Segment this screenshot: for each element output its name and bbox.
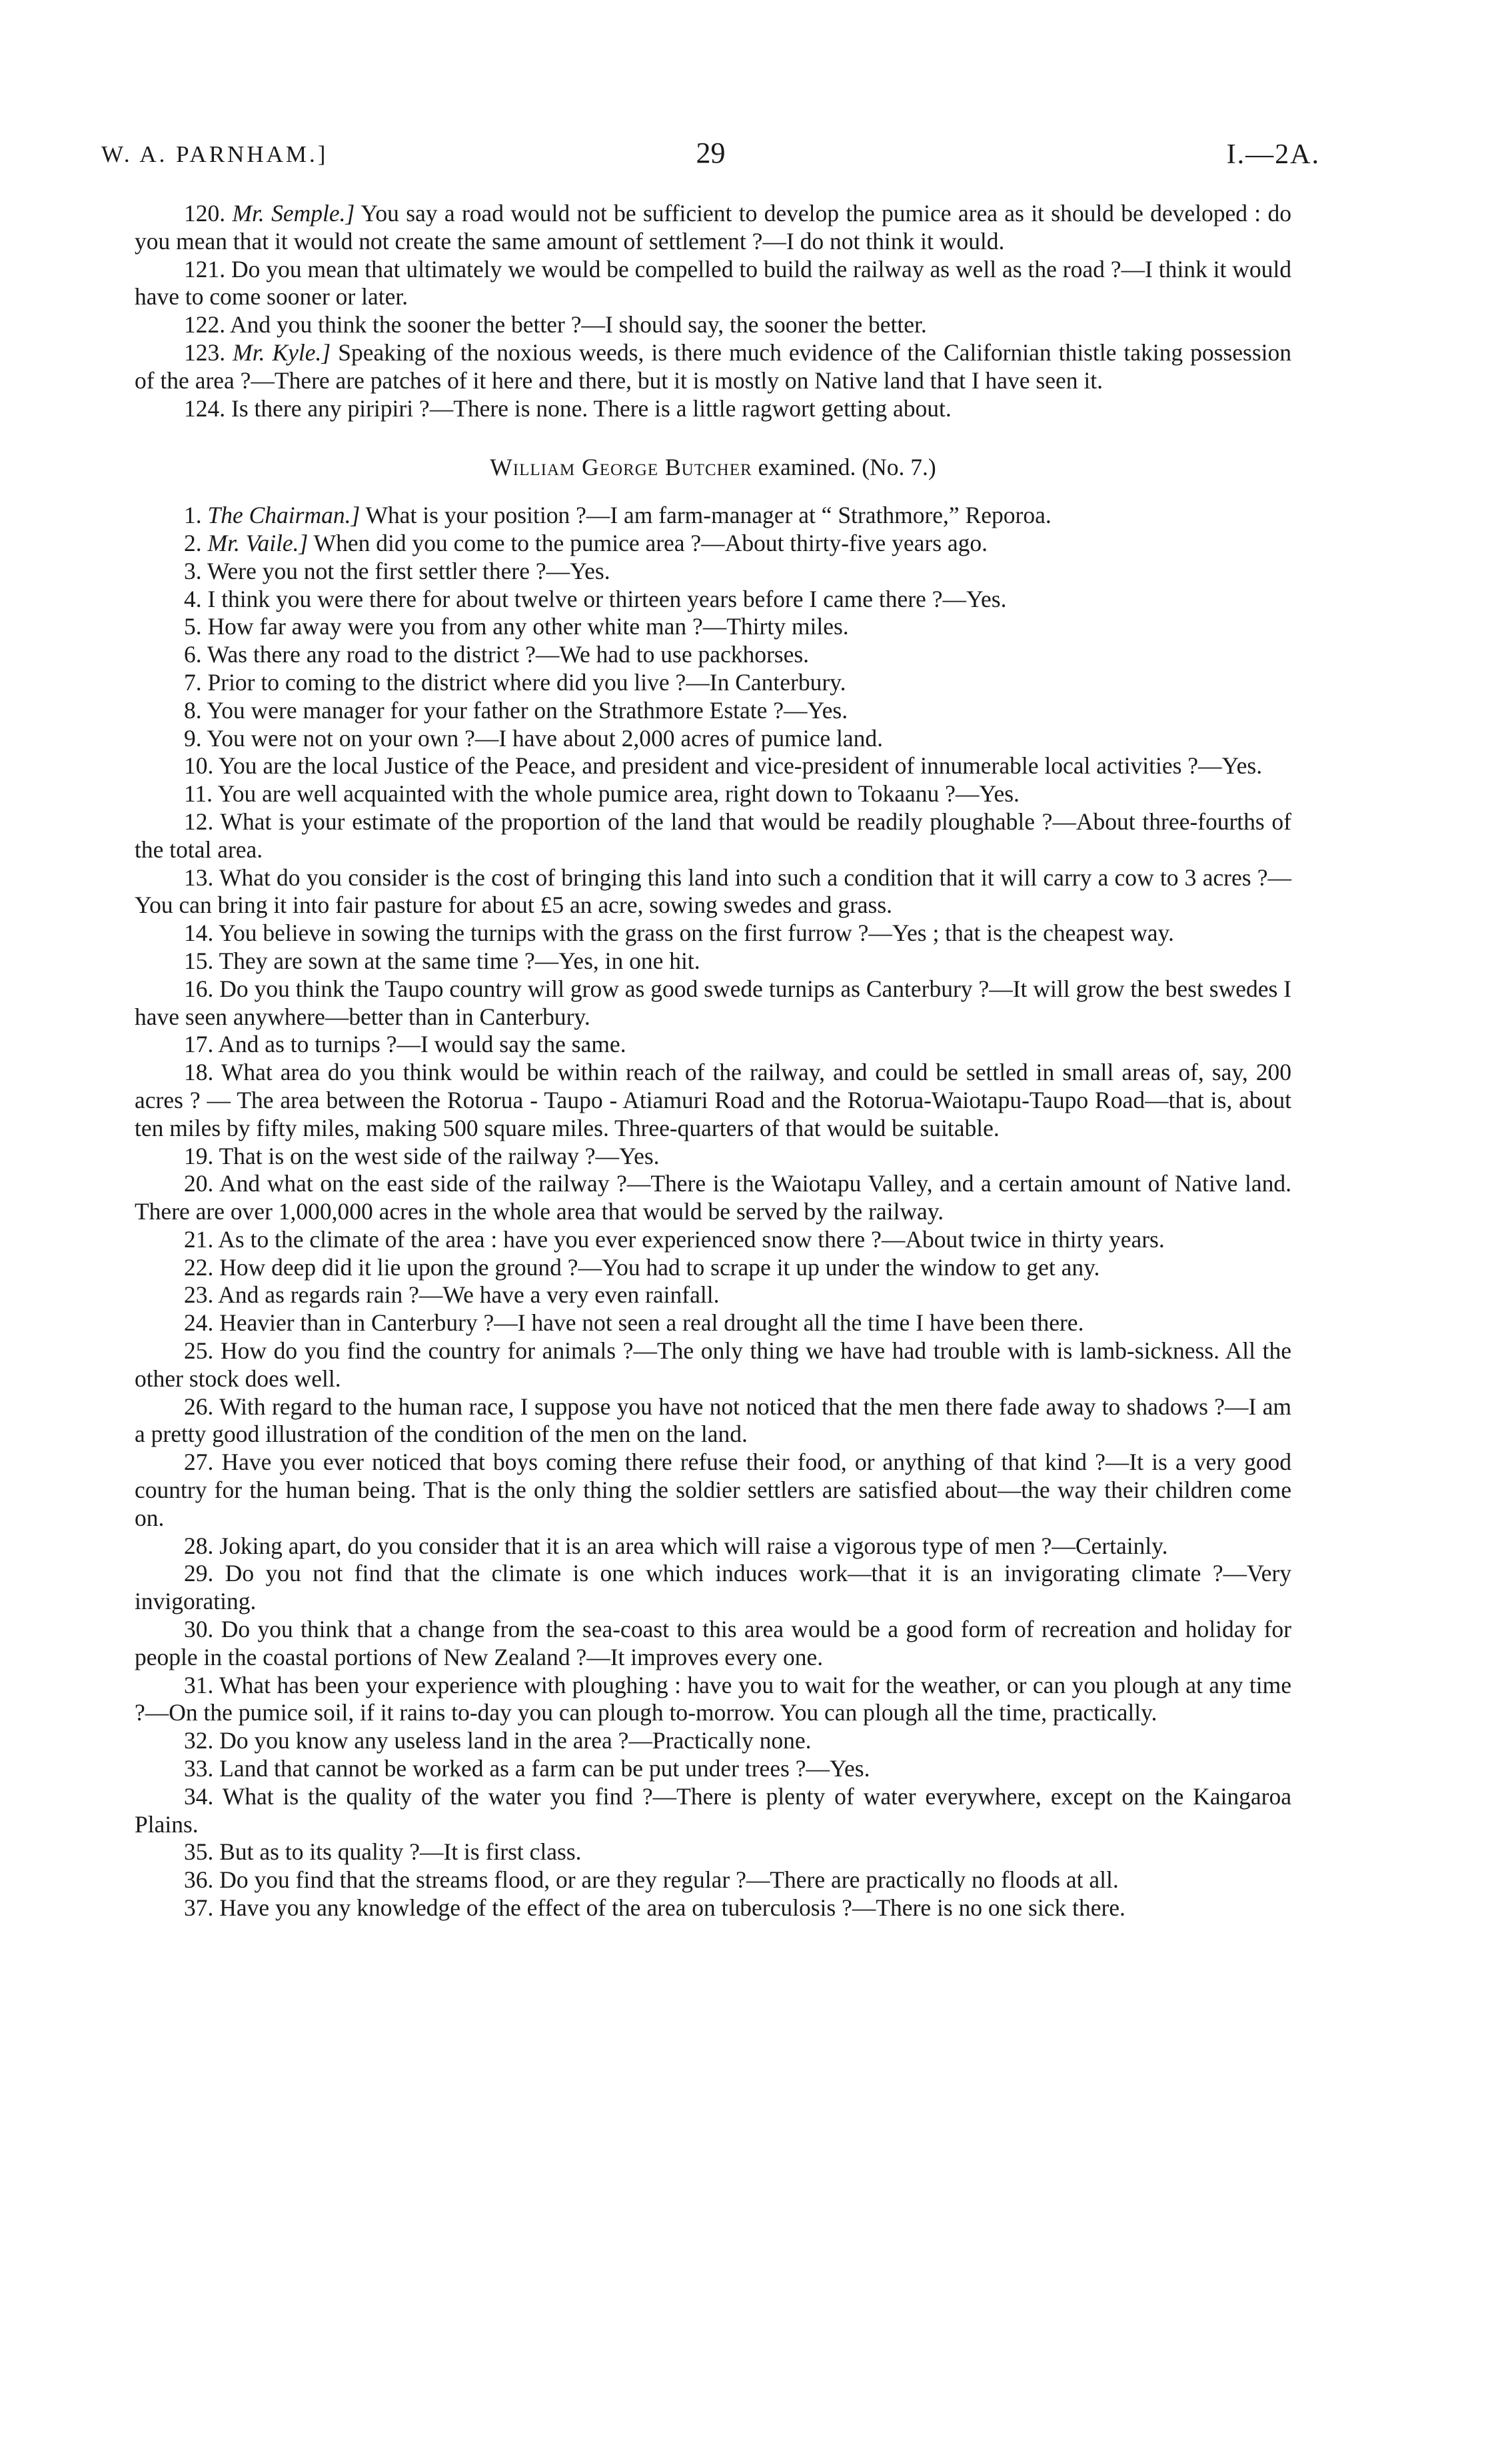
question-answer-text: And as regards rain ?—We have a very even rainfall. [218, 1281, 720, 1309]
question-answer-paragraph [135, 947, 1291, 975]
question-number: 13. [184, 864, 214, 891]
question-answer-paragraph [135, 1337, 1291, 1393]
testimony-butcher [135, 502, 1291, 1922]
question-answer-paragraph [135, 502, 1291, 530]
question-answer-paragraph [135, 725, 1291, 753]
question-answer-text: Prior to coming to the district where did you live ?—In Canterbury. [207, 668, 846, 696]
question-number: 16. [184, 975, 214, 1002]
question-number: 5. [184, 613, 202, 640]
question-answer-paragraph [135, 780, 1291, 808]
question-answer-paragraph [135, 1059, 1291, 1142]
section-label: examined. (No. 7.) [752, 454, 936, 481]
question-answer-text: But as to its quality ?—It is first class. [219, 1838, 582, 1866]
question-number: 23. [184, 1281, 214, 1309]
question-answer-text: Have you any knowledge of the effect of the area on tuberculosis ?—There is no one sick there. [219, 1894, 1125, 1922]
question-answer-text: When did you come to the pumice area ?—About thirty-five years ago. [308, 529, 988, 556]
testimony-continued [135, 200, 1291, 422]
question-answer-text: Heavier than in Canterbury ?—I have not seen a real drought all the time I have been there. [219, 1309, 1084, 1337]
question-answer-text: What do you consider is the cost of bringing this land into such a condition that it will carry a cow to 3 acres ?—You can bring it into fair pasture for about £5 an acre, sowing swedes and grass. [135, 864, 1292, 919]
question-number: 24. [184, 1309, 214, 1337]
question-number: 37. [184, 1894, 214, 1922]
question-answer-paragraph [135, 1143, 1291, 1171]
question-number: 34. [184, 1782, 214, 1810]
speaker-name: Mr. Kyle.] [233, 338, 331, 366]
document-reference: I.—2A. [1226, 139, 1320, 170]
page-header [101, 137, 1320, 181]
question-number: 22. [184, 1253, 214, 1281]
question-number: 121. [184, 255, 226, 283]
question-answer-paragraph [135, 1616, 1291, 1672]
witness-name: William George Butcher [490, 454, 752, 481]
question-answer-paragraph [135, 200, 1291, 256]
question-answer-text: Do you not find that the climate is one which induces work—that it is an invigorating climate ?—Very invigorating. [135, 1560, 1291, 1615]
question-answer-paragraph [135, 1031, 1291, 1059]
question-number: 31. [184, 1671, 214, 1698]
question-answer-paragraph [135, 558, 1291, 586]
question-answer-paragraph [135, 752, 1291, 780]
question-answer-paragraph [135, 1755, 1291, 1783]
question-number: 12. [184, 808, 214, 835]
question-number: 15. [184, 947, 214, 974]
question-answer-text: You believe in sowing the turnips with the grass on the first furrow ?—Yes ; that is the cheapest way. [218, 920, 1174, 947]
question-answer-text: What is your position ?—I am farm-manager at “ Strathmore,” Reporoa. [360, 502, 1052, 529]
question-answer-text: Joking apart, do you consider that it is an area which will raise a vigorous type of men ?—Certainly. [219, 1532, 1168, 1559]
question-answer-paragraph [135, 1783, 1291, 1839]
question-answer-paragraph [135, 395, 1291, 423]
question-answer-paragraph [135, 1254, 1291, 1282]
speaker-name: Mr. Semple.] [232, 200, 355, 227]
question-answer-text: With regard to the human race, I suppose you have not noticed that the men there fade away to shadows ?—I am a pretty good illustration of the condition of the men on the land. [135, 1393, 1291, 1448]
question-answer-text: Was there any road to the district ?—We had to use packhorses. [207, 641, 810, 668]
question-answer-text: How do you find the country for animals ?—The only thing we have had trouble with is lamb-sickness. All the other stock does well. [135, 1337, 1292, 1392]
question-number: 11. [184, 780, 213, 808]
question-number: 19. [184, 1142, 214, 1169]
question-number: 8. [184, 696, 202, 724]
question-answer-text: As to the climate of the area : have you ever experienced snow there ?—About twice in thirty years. [218, 1225, 1165, 1253]
question-number: 18. [184, 1059, 214, 1086]
question-answer-paragraph [135, 641, 1291, 669]
question-answer-text: I think you were there for about twelve or thirteen years before I came there ?—Yes. [207, 585, 1007, 612]
question-answer-text: What is your estimate of the proportion of the land that would be readily ploughable ?—About three-fourths of the total area. [135, 808, 1292, 863]
question-number: 1. [184, 502, 202, 529]
page-number: 29 [696, 137, 726, 169]
body-text [135, 200, 1291, 1922]
question-answer-text: Were you not the first settler there ?—Yes. [207, 557, 610, 584]
question-answer-paragraph [135, 256, 1291, 312]
question-number: 10. [184, 752, 214, 780]
question-answer-paragraph [135, 1672, 1291, 1728]
question-answer-text: Do you think that a change from the sea-coast to this area would be a good form of recreation and holiday for people in the coastal portions of New Zealand ?—It improves every one. [135, 1616, 1291, 1670]
question-number: 9. [184, 724, 202, 752]
question-answer-text: You say a road would not be sufficient to develop the pumice area as it should be developed : do you mean that it would not create the same amount of settlement ?—I do not think it would. [135, 200, 1291, 255]
question-number: 27. [184, 1449, 214, 1476]
question-answer-text: What is the quality of the water you find ?—There is plenty of water everywhere, except on the Kaingaroa Plains. [135, 1782, 1292, 1838]
question-number: 29. [184, 1560, 214, 1587]
question-number: 30. [184, 1616, 214, 1643]
question-answer-paragraph [135, 920, 1291, 947]
question-answer-text: You were manager for your father on the Strathmore Estate ?—Yes. [207, 696, 848, 724]
question-number: 122. [184, 311, 226, 338]
question-answer-text: Is there any piripiri ?—There is none. There is a little ragwort getting about. [231, 394, 952, 422]
question-answer-paragraph [135, 1560, 1291, 1616]
question-answer-paragraph [135, 1894, 1291, 1922]
question-number: 4. [184, 585, 202, 612]
question-answer-text: How deep did it lie upon the ground ?—You had to scrape it up under the window to get any. [219, 1253, 1100, 1281]
question-answer-paragraph [135, 1309, 1291, 1337]
question-number: 120. [184, 200, 226, 227]
question-number: 124. [184, 394, 226, 422]
question-number: 2. [184, 529, 202, 556]
question-answer-paragraph [135, 1170, 1291, 1226]
question-answer-paragraph [135, 1533, 1291, 1560]
question-answer-text: You were not on your own ?—I have about 2,000 acres of pumice land. [207, 724, 883, 752]
question-number: 25. [184, 1337, 214, 1365]
question-answer-paragraph [135, 1838, 1291, 1866]
question-answer-text: And as to turnips ?—I would say the same. [218, 1031, 626, 1058]
question-answer-text: Do you find that the streams flood, or are they regular ?—There are practically no floods at all. [219, 1866, 1119, 1894]
question-number: 35. [184, 1838, 214, 1866]
question-answer-text: Do you mean that ultimately we would be compelled to build the railway as well as the road ?—I think it would have to come sooner or later. [135, 255, 1291, 310]
question-answer-text: What area do you think would be within reach of the railway, and could be settled in small areas of, say, 200 acres ? — The area between the Rotorua - Taupo - Atiamuri Road and the Rotorua-Waiotapu-Taupo Road—that is, about ten miles by fifty miles, making 500 square miles. Three-quarters of that would be suitable. [135, 1059, 1292, 1141]
question-number: 32. [184, 1727, 214, 1754]
speaker-name: Mr. Vaile.] [207, 529, 309, 556]
question-number: 6. [184, 641, 202, 668]
question-number: 14. [184, 920, 214, 947]
question-answer-text: Speaking of the noxious weeds, is there much evidence of the Californian thistle taking possession of the area ?—There are patches of it here and there, but it is mostly on Native land that I have seen it. [135, 338, 1292, 394]
question-answer-text: That is on the west side of the railway ?—Yes. [219, 1142, 660, 1169]
question-answer-paragraph [135, 975, 1291, 1031]
question-answer-text: What has been your experience with ploughing : have you to wait for the weather, or can you plough at any time ?—On the pumice soil, if it rains to-day you can plough to-morrow. You can plough all the time, practically. [135, 1671, 1291, 1726]
question-answer-text: You are well acquainted with the whole pumice area, right down to Tokaanu ?—Yes. [217, 780, 1020, 808]
question-answer-text: They are sown at the same time ?—Yes, in one hit. [219, 947, 700, 974]
question-answer-paragraph [135, 586, 1291, 614]
question-number: 7. [184, 668, 202, 696]
question-answer-text: Do you think the Taupo country will grow as good swede turnips as Canterbury ?—It will grow the best swedes I have seen anywhere—better than in Canterbury. [135, 975, 1291, 1030]
question-answer-text: And you think the sooner the better ?—I should say, the sooner the better. [230, 311, 927, 338]
question-answer-text: And what on the east side of the railway ?—There is the Waiotapu Valley, and a certain amount of Native land. There are over 1,000,000 acres in the whole area that would be served by the railway. [135, 1170, 1291, 1225]
question-answer-paragraph [135, 1281, 1291, 1309]
question-answer-paragraph [135, 1866, 1291, 1894]
question-number: 20. [184, 1170, 214, 1197]
question-answer-text: You are the local Justice of the Peace, and president and vice-president of innumerable local activities ?—Yes. [218, 752, 1263, 780]
question-number: 28. [184, 1532, 214, 1559]
question-answer-paragraph [135, 530, 1291, 558]
question-answer-paragraph [135, 339, 1291, 395]
question-answer-paragraph [135, 864, 1291, 920]
question-number: 21. [184, 1225, 214, 1253]
question-number: 3. [184, 557, 202, 584]
question-answer-paragraph [135, 1727, 1291, 1755]
question-number: 17. [184, 1031, 214, 1058]
question-answer-paragraph [135, 1449, 1291, 1532]
question-number: 33. [184, 1755, 214, 1782]
question-answer-text: Land that cannot be worked as a farm can be put under trees ?—Yes. [219, 1755, 870, 1782]
question-answer-paragraph [135, 1226, 1291, 1254]
question-answer-paragraph [135, 613, 1291, 641]
question-number: 26. [184, 1393, 214, 1420]
question-number: 36. [184, 1866, 214, 1894]
question-number: 123. [184, 338, 226, 366]
header-witness-name: W. A. PARNHAM.] [101, 141, 329, 167]
speaker-name: The Chairman.] [207, 502, 361, 529]
question-answer-paragraph [135, 808, 1291, 864]
section-heading [135, 454, 1291, 482]
question-answer-text: How far away were you from any other white man ?—Thirty miles. [207, 613, 849, 640]
question-answer-text: Do you know any useless land in the area ?—Practically none. [219, 1727, 812, 1754]
question-answer-paragraph [135, 697, 1291, 725]
question-answer-text: Have you ever noticed that boys coming there refuse their food, or anything of that kind ?—It is a very good country for the human being. That is the only thing the soldier settlers are satisfied about—the way their children come on. [135, 1449, 1291, 1531]
question-answer-paragraph [135, 1393, 1291, 1449]
question-answer-paragraph [135, 311, 1291, 339]
question-answer-paragraph [135, 669, 1291, 697]
